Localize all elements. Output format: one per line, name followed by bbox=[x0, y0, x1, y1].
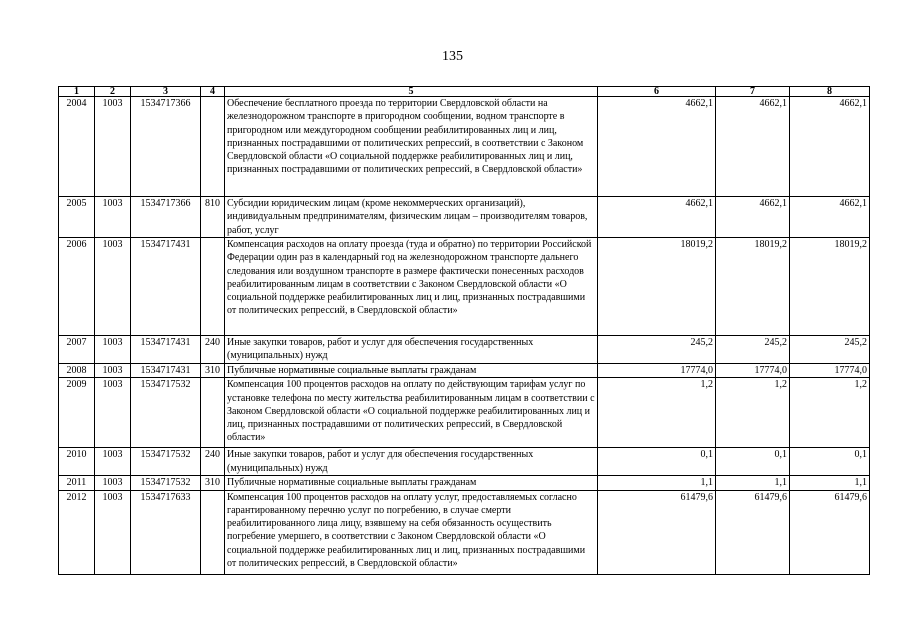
amount-col-6: 4662,1 bbox=[598, 97, 716, 197]
row-number: 2007 bbox=[59, 336, 95, 364]
row-description: Компенсация 100 процентов расходов на оплату по действующим тарифам услуг по установке телефона по месту жительства реабилитированным лицам в соответствии с Законом Свердловской области «О социальной поддержке реабилитированных лиц и лиц, признанных пострадавшими от политических репрессий, в Свердловской области» bbox=[225, 378, 598, 448]
amount-col-8: 0,1 bbox=[790, 448, 870, 476]
table-row bbox=[59, 448, 870, 476]
section-code: 1003 bbox=[95, 197, 131, 238]
amount-col-6: 17774,0 bbox=[598, 364, 716, 378]
expense-type-code: 240 bbox=[201, 336, 225, 364]
col-header-8: 8 bbox=[790, 87, 870, 97]
expense-type-code bbox=[201, 97, 225, 197]
section-code: 1003 bbox=[95, 448, 131, 476]
row-description: Иные закупки товаров, работ и услуг для обеспечения государственных (муниципальных) нужд bbox=[225, 336, 598, 364]
col-header-7: 7 bbox=[716, 87, 790, 97]
amount-col-7: 0,1 bbox=[716, 448, 790, 476]
row-number: 2011 bbox=[59, 476, 95, 490]
target-code: 1534717366 bbox=[131, 197, 201, 238]
target-code: 1534717431 bbox=[131, 364, 201, 378]
row-description: Компенсация расходов на оплату проезда (туда и обратно) по территории Российской Федерации один раз в календарный год на железнодорожном транспорте дальнего следования или воздушном транспорте в размере фактически понесенных расходов реабилитированным лицам в соответствии с Законом Свердловской области «О социальной поддержке реабилитированных лиц и лиц, признанных пострадавшими от политических репрессий, в Свердловской области» bbox=[225, 238, 598, 336]
target-code: 1534717532 bbox=[131, 476, 201, 490]
col-header-5: 5 bbox=[225, 87, 598, 97]
table-row bbox=[59, 97, 870, 197]
col-header-2: 2 bbox=[95, 87, 131, 97]
amount-col-6: 245,2 bbox=[598, 336, 716, 364]
row-number: 2010 bbox=[59, 448, 95, 476]
amount-col-7: 17774,0 bbox=[716, 364, 790, 378]
row-number: 2004 bbox=[59, 97, 95, 197]
amount-col-8: 18019,2 bbox=[790, 238, 870, 336]
section-code: 1003 bbox=[95, 364, 131, 378]
row-number: 2008 bbox=[59, 364, 95, 378]
row-description: Компенсация 100 процентов расходов на оплату услуг, предоставляемых согласно гарантированному перечню услуг по погребению, в случае смерти реабилитированного лица лицу, взявшему на себя обязанность осуществить погребение умершего, в соответствии с Законом Свердловской области «О социальной поддержке реабилитированных лиц и лиц, признанных пострадавшими от политических репрессий, в Свердловской области» bbox=[225, 490, 598, 574]
table-row bbox=[59, 238, 870, 336]
target-code: 1534717431 bbox=[131, 238, 201, 336]
budget-table bbox=[58, 86, 870, 575]
table-row bbox=[59, 378, 870, 448]
amount-col-7: 61479,6 bbox=[716, 490, 790, 574]
expense-type-code bbox=[201, 378, 225, 448]
amount-col-6: 0,1 bbox=[598, 448, 716, 476]
target-code: 1534717431 bbox=[131, 336, 201, 364]
table-row bbox=[59, 476, 870, 490]
col-header-1: 1 bbox=[59, 87, 95, 97]
row-description: Субсидии юридическим лицам (кроме некоммерческих организаций), индивидуальным предпринимателям, физическим лицам – производителям товаров, работ, услуг bbox=[225, 197, 598, 238]
amount-col-7: 18019,2 bbox=[716, 238, 790, 336]
amount-col-7: 4662,1 bbox=[716, 97, 790, 197]
col-header-4: 4 bbox=[201, 87, 225, 97]
table-row bbox=[59, 336, 870, 364]
header-row bbox=[59, 87, 870, 97]
amount-col-8: 61479,6 bbox=[790, 490, 870, 574]
page-number: 135 bbox=[442, 49, 463, 64]
section-code: 1003 bbox=[95, 238, 131, 336]
section-code: 1003 bbox=[95, 336, 131, 364]
amount-col-6: 18019,2 bbox=[598, 238, 716, 336]
amount-col-6: 4662,1 bbox=[598, 197, 716, 238]
expense-type-code: 810 bbox=[201, 197, 225, 238]
row-description: Публичные нормативные социальные выплаты гражданам bbox=[225, 476, 598, 490]
amount-col-8: 4662,1 bbox=[790, 97, 870, 197]
row-description: Обеспечение бесплатного проезда по территории Свердловской области на железнодорожном транспорте в пригородном сообщении, водном транспорте в пригородном или междугородном сообщении реабилитированных лиц и лиц, признанных пострадавшими от политических репрессий, в соответствии с Законом Свердловской области «О социальной поддержке реабилитированных лиц и лиц, признанных пострадавшими от политических репрессий, в Свердловской области» bbox=[225, 97, 598, 197]
amount-col-8: 17774,0 bbox=[790, 364, 870, 378]
expense-type-code: 310 bbox=[201, 364, 225, 378]
section-code: 1003 bbox=[95, 476, 131, 490]
row-number: 2009 bbox=[59, 378, 95, 448]
target-code: 1534717532 bbox=[131, 448, 201, 476]
amount-col-7: 1,2 bbox=[716, 378, 790, 448]
amount-col-7: 1,1 bbox=[716, 476, 790, 490]
row-description: Публичные нормативные социальные выплаты гражданам bbox=[225, 364, 598, 378]
col-header-3: 3 bbox=[131, 87, 201, 97]
amount-col-8: 1,2 bbox=[790, 378, 870, 448]
expense-type-code: 240 bbox=[201, 448, 225, 476]
row-number: 2005 bbox=[59, 197, 95, 238]
amount-col-6: 61479,6 bbox=[598, 490, 716, 574]
target-code: 1534717366 bbox=[131, 97, 201, 197]
section-code: 1003 bbox=[95, 378, 131, 448]
amount-col-7: 4662,1 bbox=[716, 197, 790, 238]
table-row bbox=[59, 490, 870, 574]
table-row bbox=[59, 197, 870, 238]
amount-col-7: 245,2 bbox=[716, 336, 790, 364]
row-description: Иные закупки товаров, работ и услуг для обеспечения государственных (муниципальных) нужд bbox=[225, 448, 598, 476]
amount-col-6: 1,1 bbox=[598, 476, 716, 490]
section-code: 1003 bbox=[95, 490, 131, 574]
table-row bbox=[59, 364, 870, 378]
expense-type-code: 310 bbox=[201, 476, 225, 490]
target-code: 1534717633 bbox=[131, 490, 201, 574]
amount-col-8: 245,2 bbox=[790, 336, 870, 364]
amount-col-6: 1,2 bbox=[598, 378, 716, 448]
expense-type-code bbox=[201, 490, 225, 574]
row-number: 2006 bbox=[59, 238, 95, 336]
amount-col-8: 4662,1 bbox=[790, 197, 870, 238]
section-code: 1003 bbox=[95, 97, 131, 197]
col-header-6: 6 bbox=[598, 87, 716, 97]
amount-col-8: 1,1 bbox=[790, 476, 870, 490]
expense-type-code bbox=[201, 238, 225, 336]
row-number: 2012 bbox=[59, 490, 95, 574]
target-code: 1534717532 bbox=[131, 378, 201, 448]
